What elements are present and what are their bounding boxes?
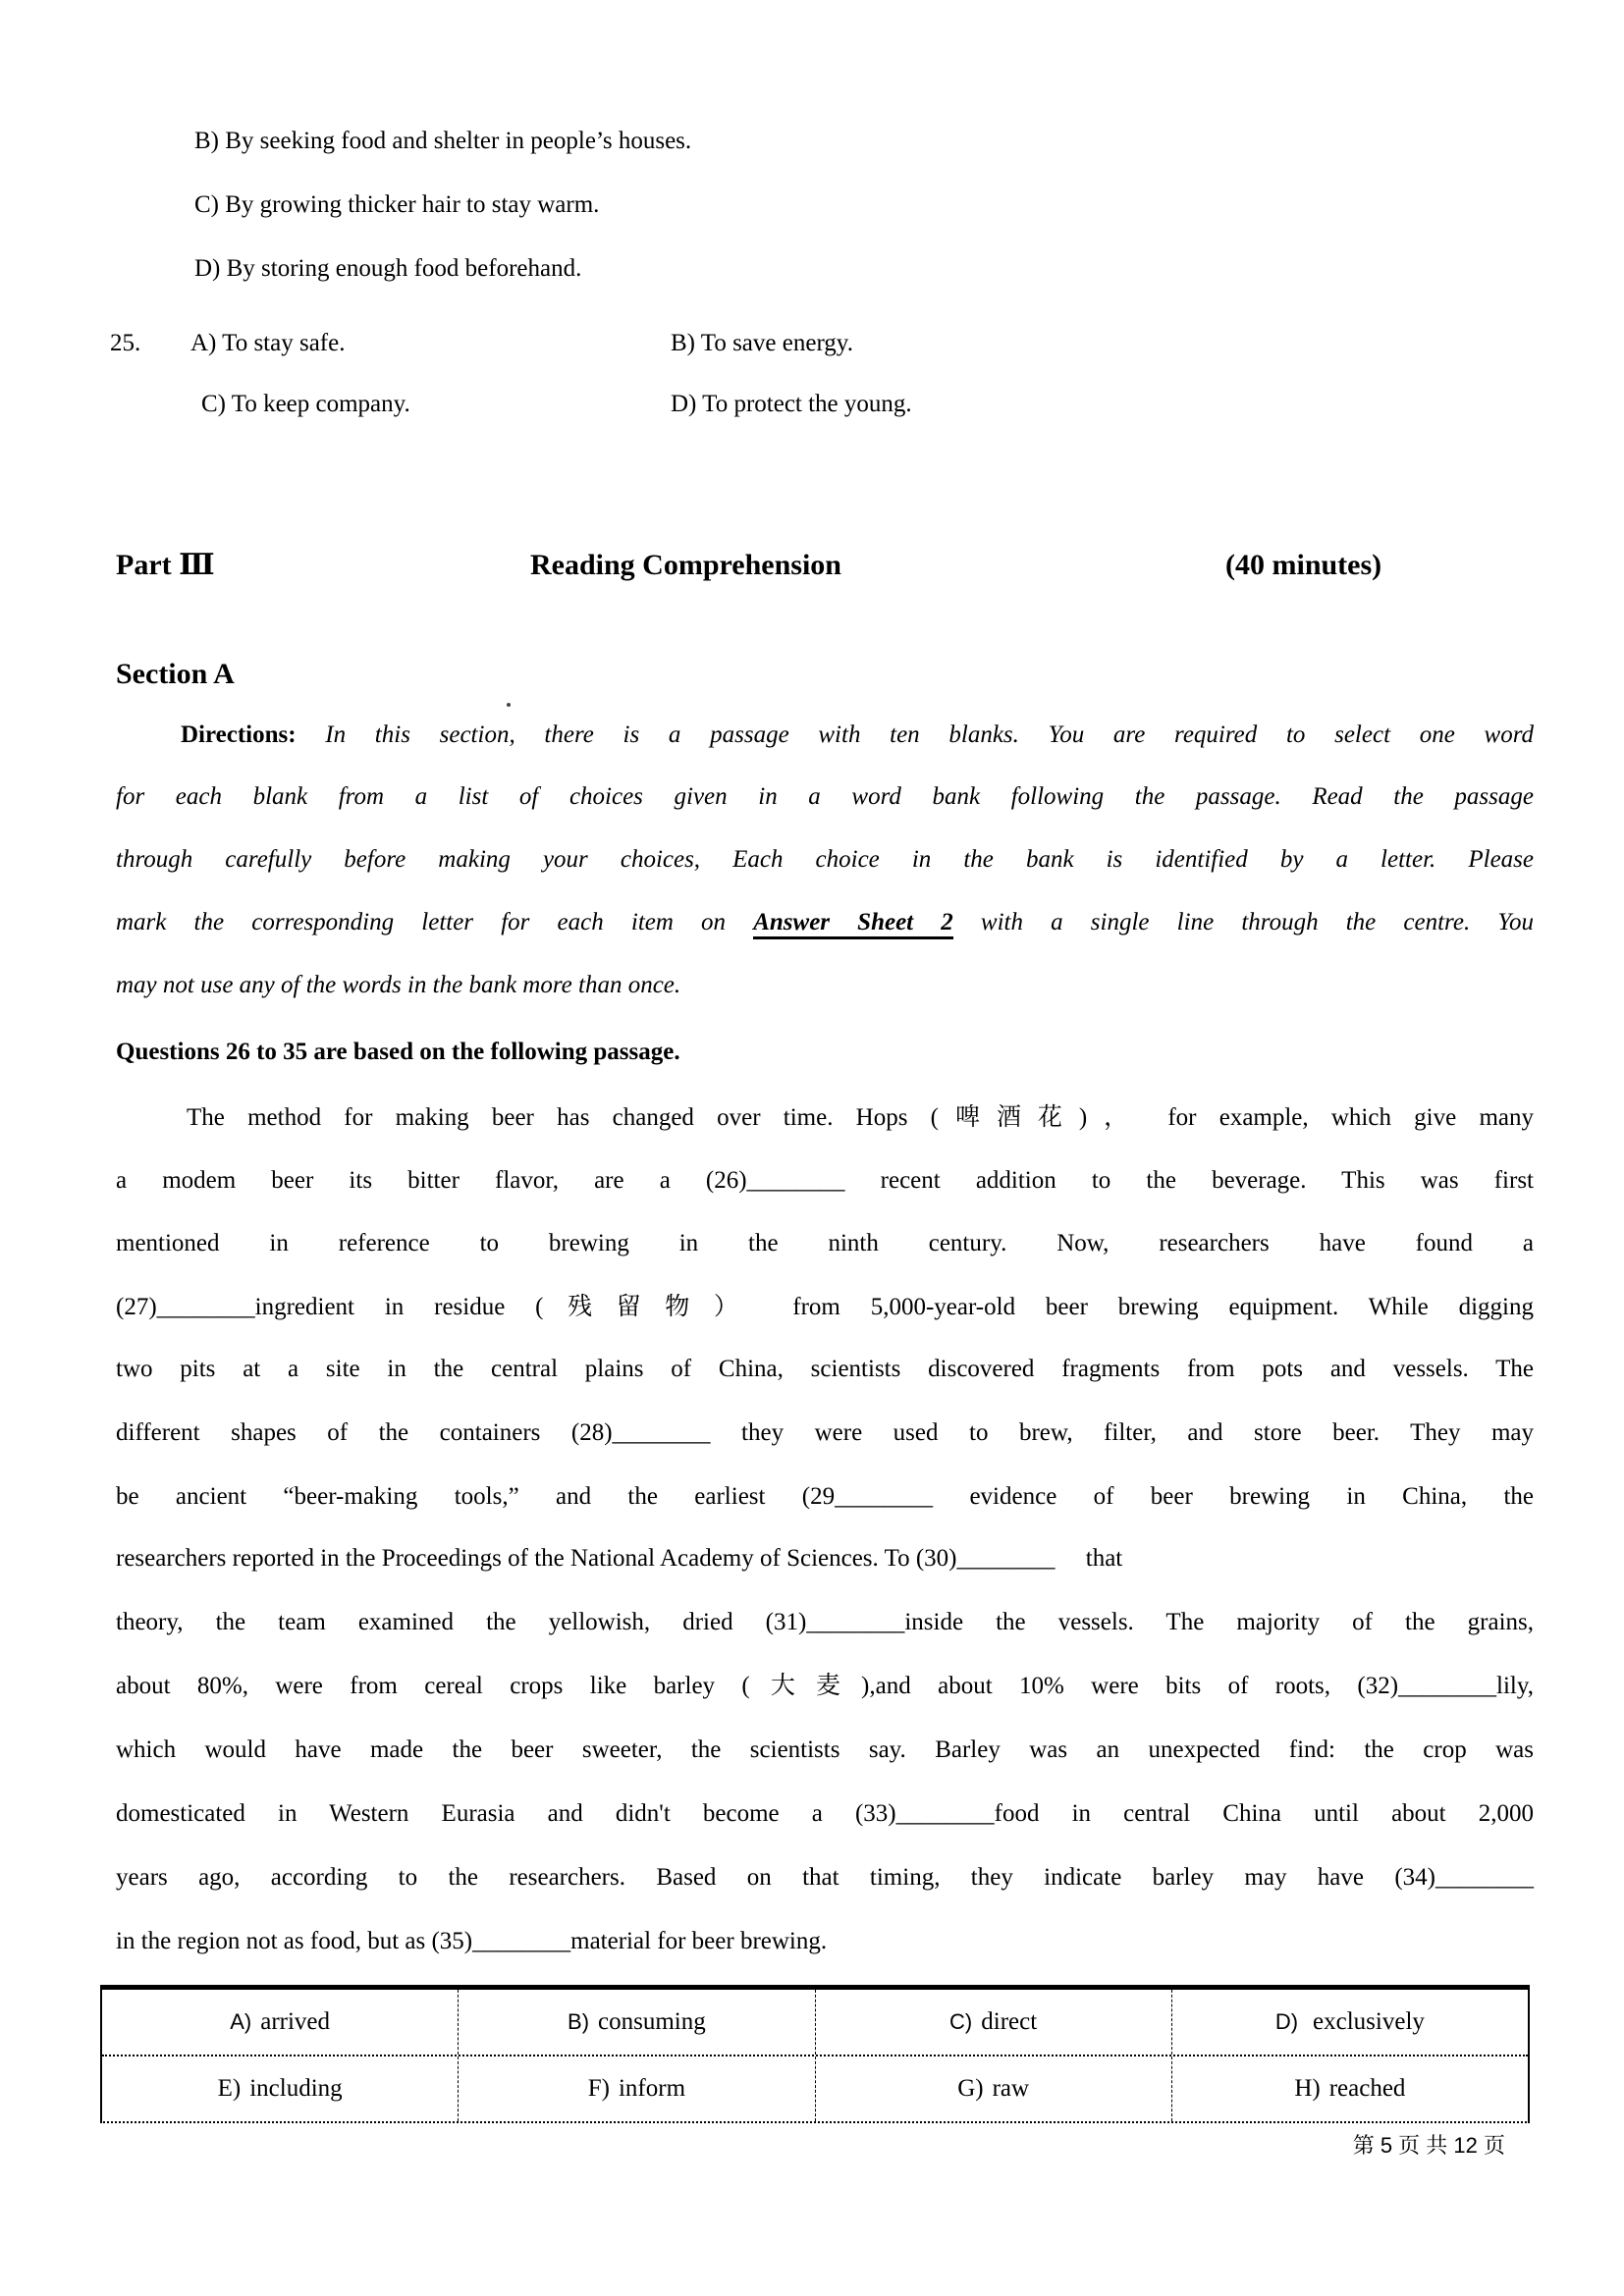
q25-option-b: B) To save energy. xyxy=(671,330,853,356)
word-bank-cell-d xyxy=(1172,1990,1528,2055)
option-word-b: consuming xyxy=(598,2008,706,2035)
option-letter-a: A) xyxy=(230,2009,252,2034)
word-bank-cell-e xyxy=(102,2056,459,2121)
q25-option-d: D) To protect the young. xyxy=(671,391,912,417)
word-bank-table xyxy=(100,1985,1530,2123)
directions-line-1 xyxy=(116,719,1534,752)
option-letter-c: C) xyxy=(949,2009,973,2034)
answer-sheet-2-reference: Answer Sheet 2 xyxy=(753,909,953,939)
option-word-e: including xyxy=(249,2075,343,2102)
part3-time: (40 minutes) xyxy=(1225,549,1382,581)
section-a-title: Section A xyxy=(116,658,235,690)
word-bank-row-1 xyxy=(102,1990,1528,2056)
q25-option-a: A) To stay safe. xyxy=(190,330,346,356)
word-bank-cell-c xyxy=(816,1990,1172,2055)
passage-line-14: in the region not as food, but as (35)________material for beer brewing. xyxy=(116,1928,828,1954)
q25-option-c: C) To keep company. xyxy=(201,391,410,417)
part3-title: Reading Comprehension xyxy=(530,549,841,581)
q24-option-d: D) By storing enough food beforehand. xyxy=(194,255,582,282)
option-word-a: arrived xyxy=(260,2008,331,2035)
q24-option-c: C) By growing thicker hair to stay warm. xyxy=(194,191,600,218)
passage-line-6: different shapes of the containers (28)________ they were used to brew, filter, and store beer. They may xyxy=(116,1419,1534,1446)
word-bank-cell-f xyxy=(459,2056,815,2121)
word-bank-cell-a xyxy=(102,1990,459,2055)
passage-line-4: (27)________ingredient in residue (残留物） from 5,000-year-old beer brewing equipment. While digging xyxy=(116,1294,1534,1320)
word-bank-cell-g xyxy=(816,2056,1172,2121)
part3-label: Part Ⅲ xyxy=(116,549,215,581)
option-word-d: exclusively xyxy=(1313,2008,1425,2035)
passage-line-5: two pits at a site in the central plains of China, scientists discovered fragments from pots and vessels. The xyxy=(116,1356,1534,1382)
directions-line-4-post: with a single line through the centre. You xyxy=(952,909,1534,935)
passage-line-7: be ancient “beer-making tools,” and the earliest (29________ evidence of beer brewing in China, the xyxy=(116,1483,1534,1510)
option-letter-e: E) xyxy=(217,2075,242,2102)
option-word-f: inform xyxy=(618,2075,686,2102)
passage-line-12: domesticated in Western Eurasia and didn't become a (33)________food in central China until about 2,000 xyxy=(116,1800,1534,1827)
directions-line-1-text: In this section, there is a passage with ten blanks. You are required to select one word xyxy=(296,721,1534,748)
passage-line-13: years ago, according to the researchers. Based on that timing, they indicate barley may have (34)________ xyxy=(116,1864,1534,1891)
q24-option-b: B) By seeking food and shelter in people’s houses. xyxy=(194,128,692,154)
q25-number: 25. xyxy=(110,330,141,356)
passage-line-11: which would have made the beer sweeter, the scientists say. Barley was an unexpected find: the crop was xyxy=(116,1736,1534,1763)
directions-line-3 xyxy=(116,843,1534,877)
option-letter-b: B) xyxy=(568,2009,590,2034)
directions-line-4-pre: mark the corresponding letter for each item on xyxy=(116,909,754,935)
passage-line-3: mentioned in reference to brewing in the ninth century. Now, researchers have found a xyxy=(116,1230,1534,1256)
passage-line-1: The method for making beer has changed over time. Hops (啤酒花)， for example, which give many xyxy=(187,1104,1534,1131)
directions-label: Directions: xyxy=(181,721,297,748)
passage-line-8: researchers reported in the Proceedings of the National Academy of Sciences. To (30)________ that xyxy=(116,1545,1123,1572)
directions-line-5-text: may not use any of the words in the bank more than once. xyxy=(116,972,681,998)
option-word-g: raw xyxy=(992,2075,1030,2102)
passage-line-10: about 80%, were from cereal crops like barley (大麦),and about 10% were bits of roots, (32)________lily, xyxy=(116,1673,1534,1699)
passage-line-9: theory, the team examined the yellowish, dried (31)________inside the vessels. The majority of the grains, xyxy=(116,1609,1534,1635)
questions-26-35-header: Questions 26 to 35 are based on the following passage. xyxy=(116,1039,680,1065)
option-letter-g: G) xyxy=(957,2075,984,2102)
directions-line-2 xyxy=(116,780,1534,814)
option-letter-d: D) xyxy=(1274,2009,1299,2034)
directions-line-4 xyxy=(116,906,1534,939)
passage-line-2: a modem beer its bitter flavor, are a (26)________ recent addition to the beverage. This was first xyxy=(116,1167,1534,1194)
word-bank-row-2 xyxy=(102,2056,1528,2121)
word-bank-cell-h xyxy=(1172,2056,1528,2121)
option-word-h: reached xyxy=(1328,2075,1406,2102)
option-word-c: direct xyxy=(981,2008,1038,2035)
scan-artifact-dot xyxy=(507,703,511,707)
part3-heading xyxy=(0,546,1624,589)
option-letter-h: H) xyxy=(1294,2075,1321,2102)
directions-line-5 xyxy=(116,969,1534,1002)
directions-line-3-text: through carefully before making your choices, Each choice in the bank is identified by a letter. Please xyxy=(116,846,1534,873)
page-number-footer: 第 5 页 共 12 页 xyxy=(1352,2133,1505,2158)
directions-line-2-text: for each blank from a list of choices given in a word bank following the passage. Read the passage xyxy=(116,783,1534,810)
option-letter-f: F) xyxy=(587,2075,610,2102)
word-bank-cell-b xyxy=(459,1990,815,2055)
